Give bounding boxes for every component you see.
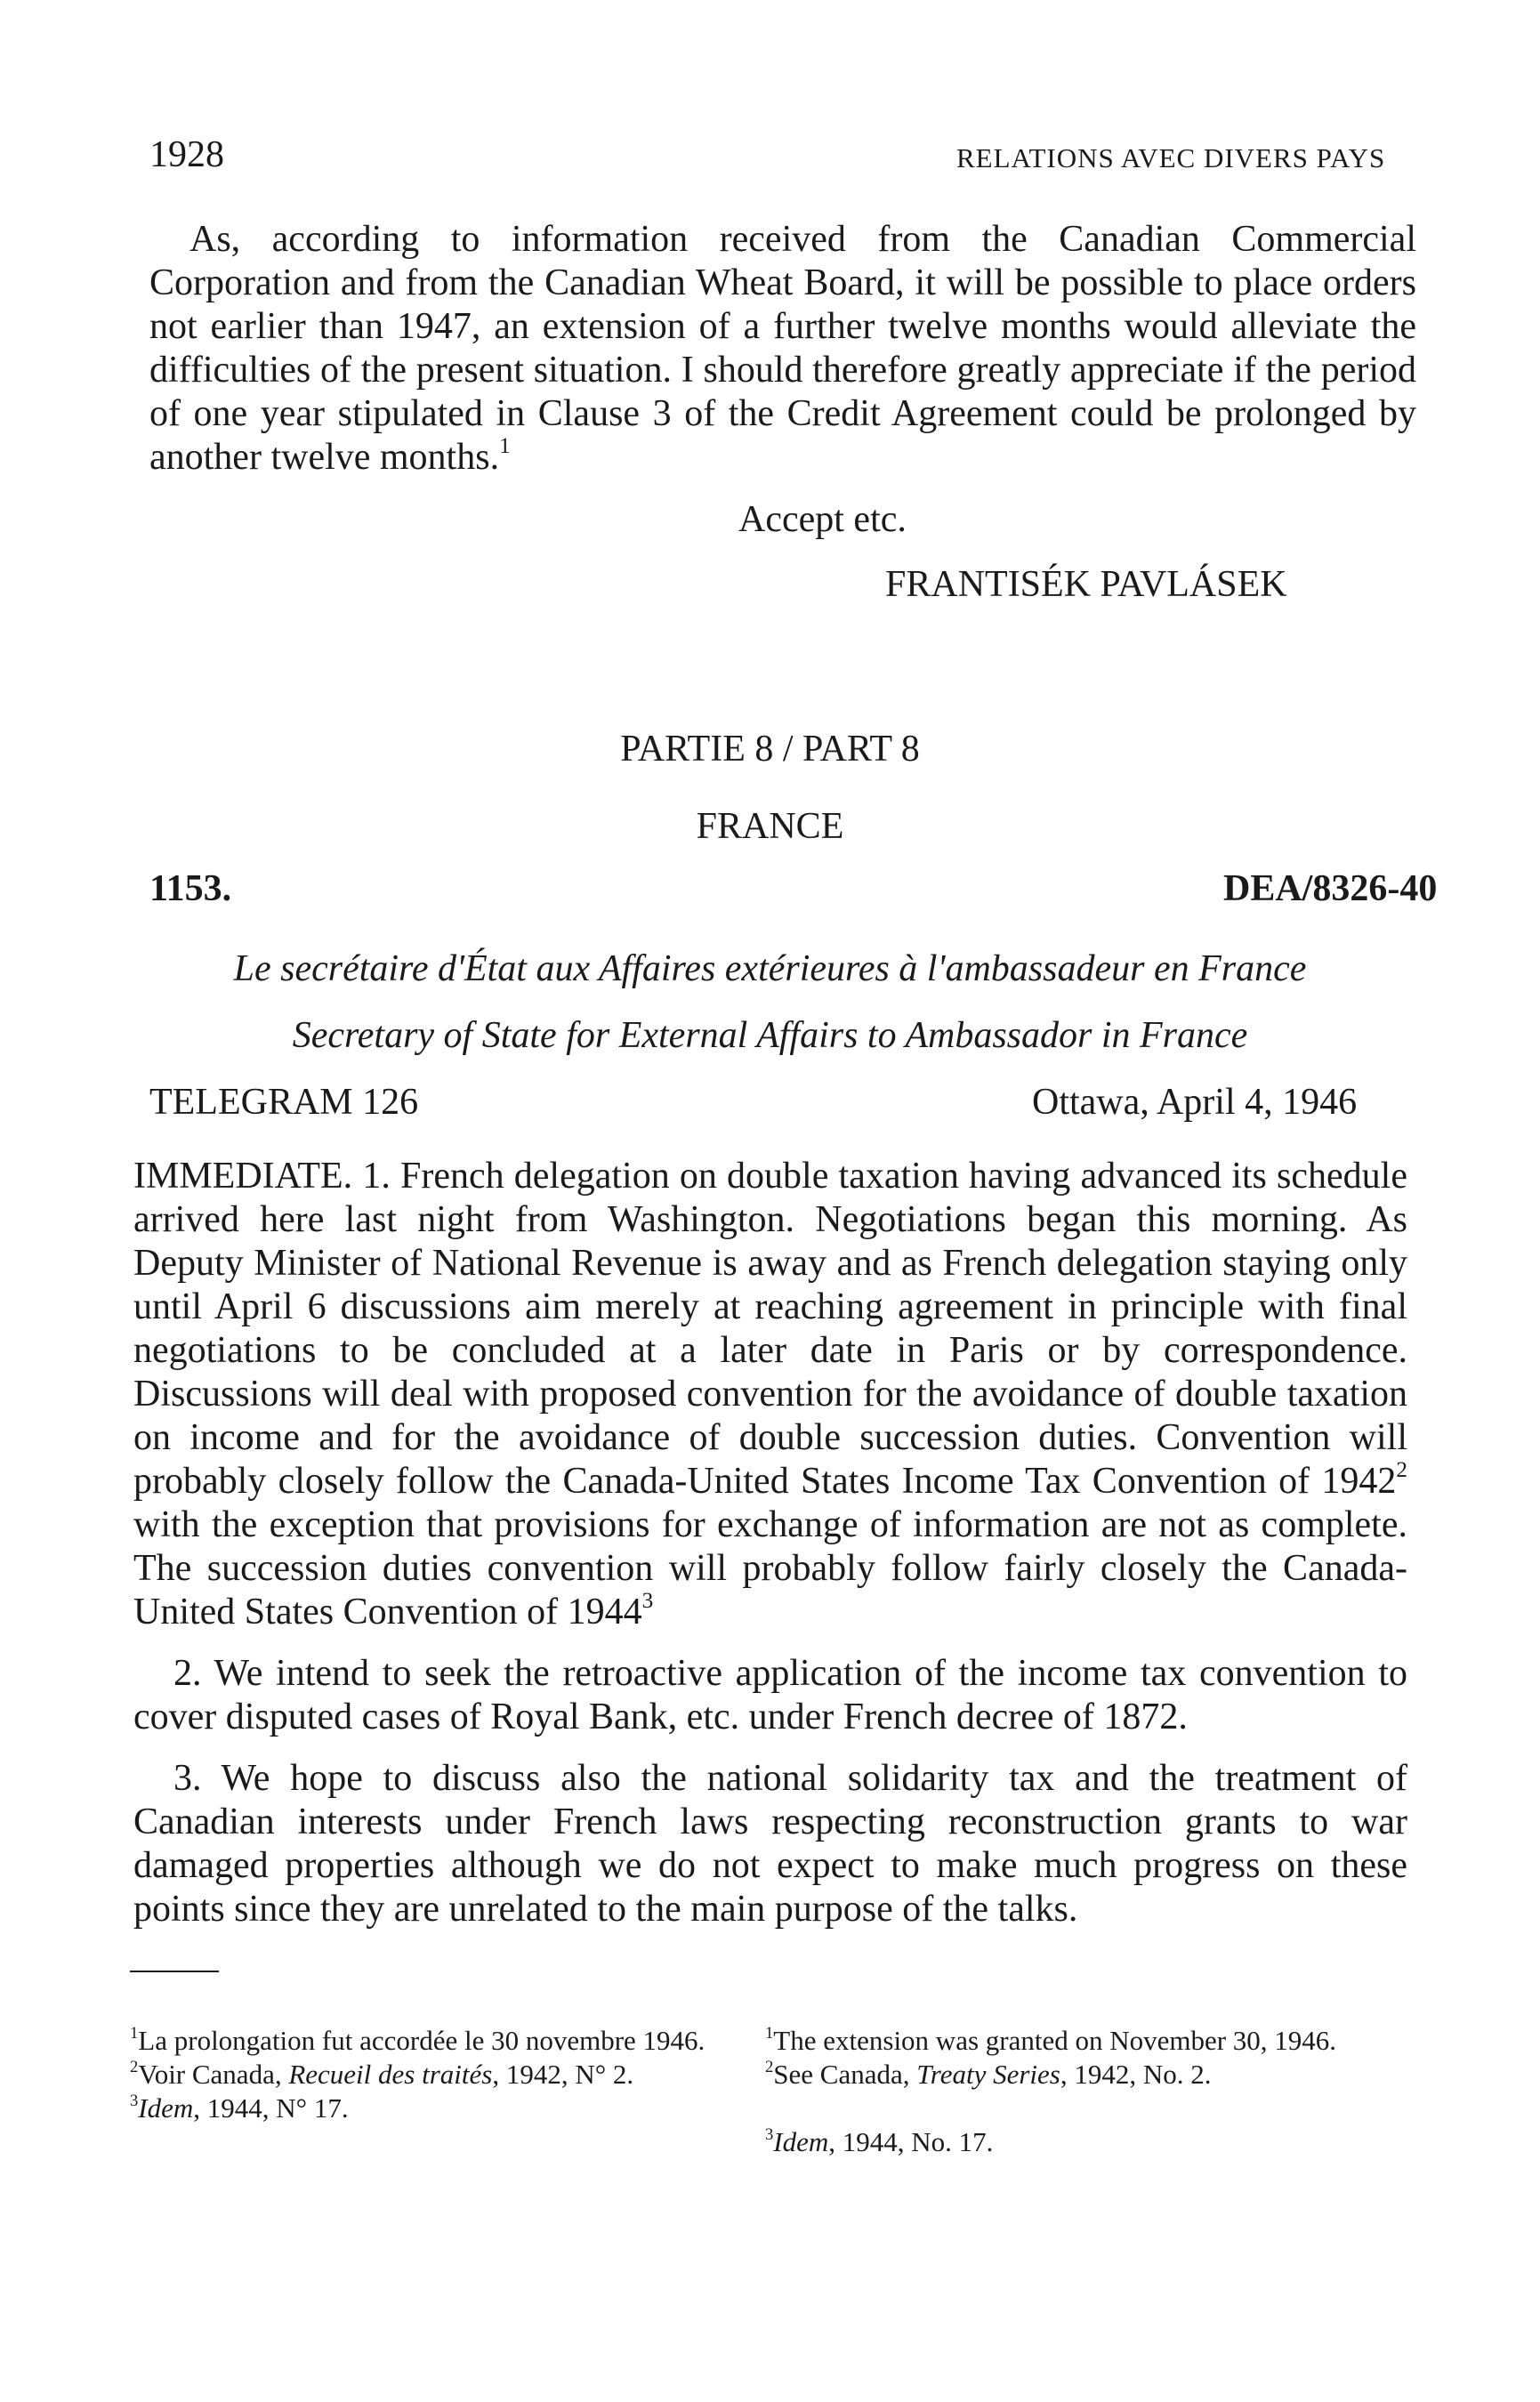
footnote-fr-3: $^3$Idem, 1944, N° 17. [130,2091,349,2124]
footnote-en-3: $^3$Idem, 1944, No. 17. [765,2124,994,2157]
paragraph-2: 2. We intend to seek the retroactive application of the income tax convention to cover disputed cases of Royal Bank, etc. under French decree of 1872. [133,1653,1407,1737]
running-title: RELATIONS AVEC DIVERS PAYS [956,142,1386,173]
telegram-body [133,1155,1407,1931]
signature: FRANTISÉK PAVLÁSEK [885,564,1287,605]
letter-paragraph [149,218,1416,480]
footnotes-french [130,2024,744,2125]
part-heading: PARTIE 8 / PART 8 [620,729,920,770]
footnote-ref: 1 [499,434,511,459]
page-number: 1928 [149,134,224,175]
footnote-fr-2: $^2$Voir Canada, Recueil des traités, 1942, N° 2. [130,2057,634,2090]
document-number: 1153. [149,868,232,909]
footnote-fr-1: $^1$La prolongation fut accordée le 30 novembre 1946. [130,2023,705,2056]
country-heading: FRANCE [696,806,844,847]
footnote-en-1: $^1$The extension was granted on November 30, 1946. [765,2023,1337,2056]
immediate-label: IMMEDIATE. [133,1156,353,1197]
footnotes-english [765,2024,1406,2159]
paragraph-1: IMMEDIATE. 1. French delegation on double taxation having advanced its schedule arrived here last night from Washington. Negotiations began this morning. As Deputy Minister of National Revenue is away and as French delegation staying only until April 6 discussions aim merely at reaching agreement in principle with final negotiations to be concluded at a later date in Paris or by correspondence. Discussions will deal with proposed convention for the avoidance of double taxation on income and for the avoidance of double succession duties. Convention will probably closely follow the Canada-United States Income Tax Convention of 1942$^2$ with the exception that provisions for exchange of information are not as complete. The succession duties convention will probably follow fairly closely the Canada-United States Convention of 1944$^3$ [133,1156,1407,1632]
closing: Accept etc. [738,499,907,540]
document-reference: DEA/8326-40 [1223,868,1438,909]
telegram-number: TELEGRAM 126 [149,1082,419,1123]
footnote-divider [130,1971,219,1972]
place-date: Ottawa, April 4, 1946 [1032,1082,1358,1123]
footnote-en-2: $^2$See Canada, Treaty Series, 1942, No. 2. [765,2057,1212,2090]
footnote-ref: 2 [1396,1458,1407,1483]
footnote-ref: 3 [641,1589,654,1614]
letter-text: As, according to information received from the Canadian Commercial Corporation and from the Canadian Wheat Board, it will be possible to place orders not earlier than 1947, an extension of a further twelve months would alleviate the difficulties of the present situation. I should therefore greatly appreciate if the period of one year stipulated in Clause 3 of the Credit Agreement could be prolonged by another twelve months. [149,219,1416,478]
title-french: Le secrétaire d'État aux Affaires extérieures à l'ambassadeur en France [233,948,1307,989]
title-english: Secretary of State for External Affairs to Ambassador in France [292,1015,1248,1056]
paragraph-3: 3. We hope to discuss also the national solidarity tax and the treatment of Canadian interests under French laws respecting reconstruction grants to war damaged properties although we do not expect to make much progress on these points since they are unrelated to the main purpose of the talks. [133,1758,1407,1930]
